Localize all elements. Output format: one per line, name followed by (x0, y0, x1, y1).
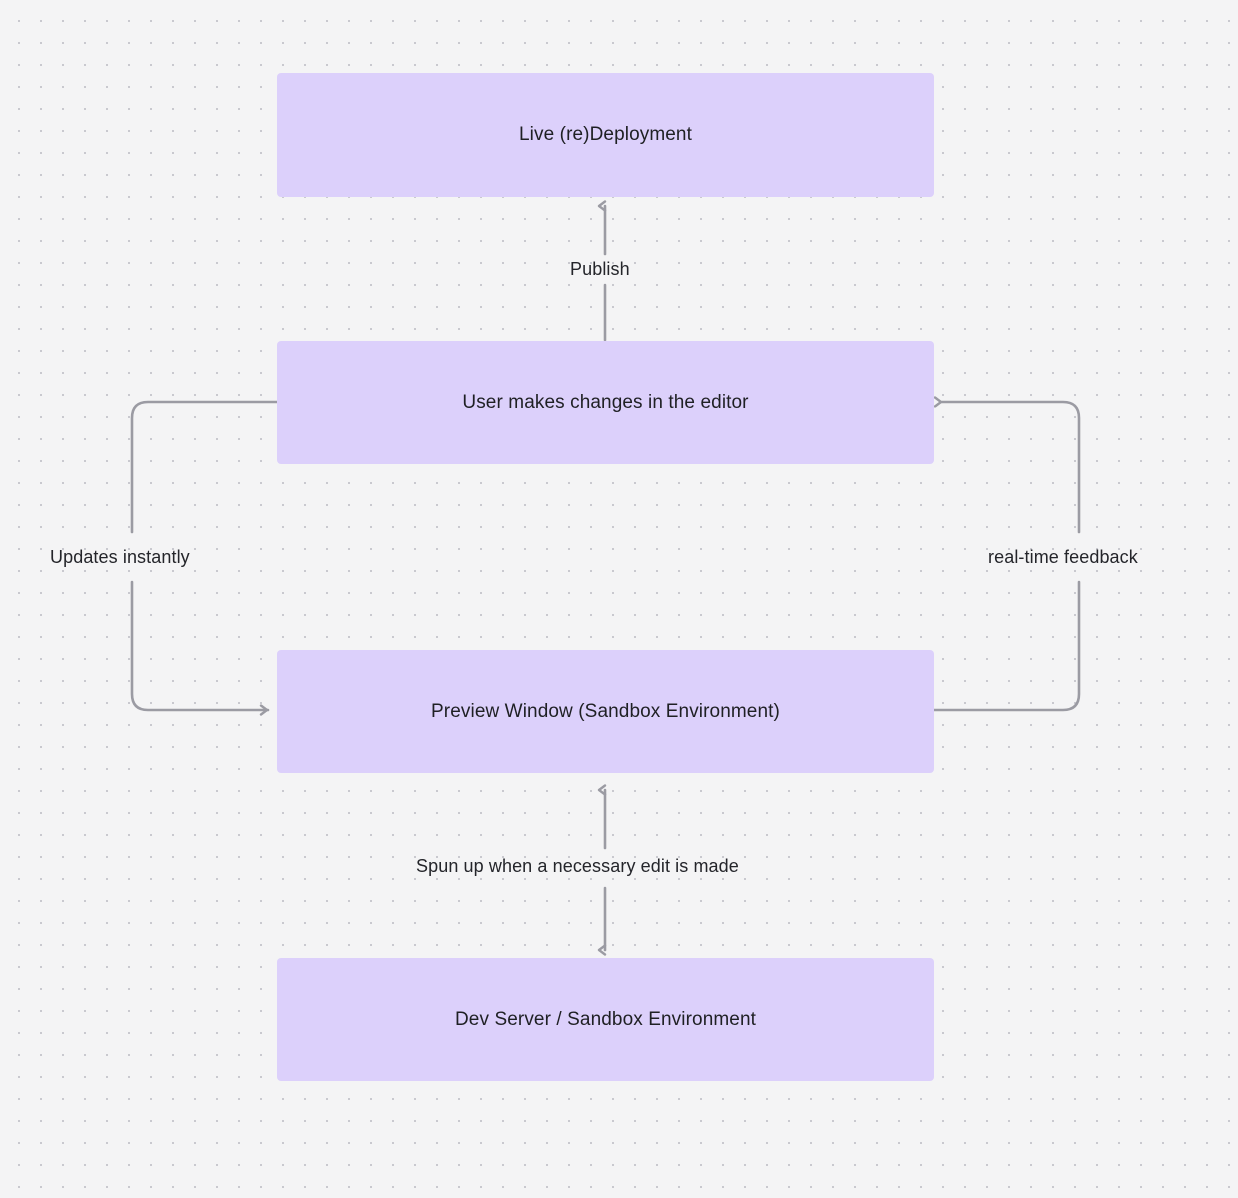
node-label: Preview Window (Sandbox Environment) (431, 700, 780, 722)
node-label: User makes changes in the editor (462, 391, 749, 413)
edge-label-spun-up: Spun up when a necessary edit is made (416, 856, 739, 876)
node-live-redeployment[interactable] (277, 73, 934, 197)
edge-label-real-time-feedback: real-time feedback (988, 547, 1138, 567)
node-preview-window[interactable] (277, 650, 934, 773)
edge-label-publish: Publish (570, 259, 630, 279)
node-user-makes-changes[interactable] (277, 341, 934, 464)
node-dev-server[interactable] (277, 958, 934, 1081)
node-label: Dev Server / Sandbox Environment (454, 1008, 756, 1030)
node-label: Live (re)Deployment (519, 124, 692, 145)
edge-label-updates-instantly: Updates instantly (50, 547, 190, 567)
